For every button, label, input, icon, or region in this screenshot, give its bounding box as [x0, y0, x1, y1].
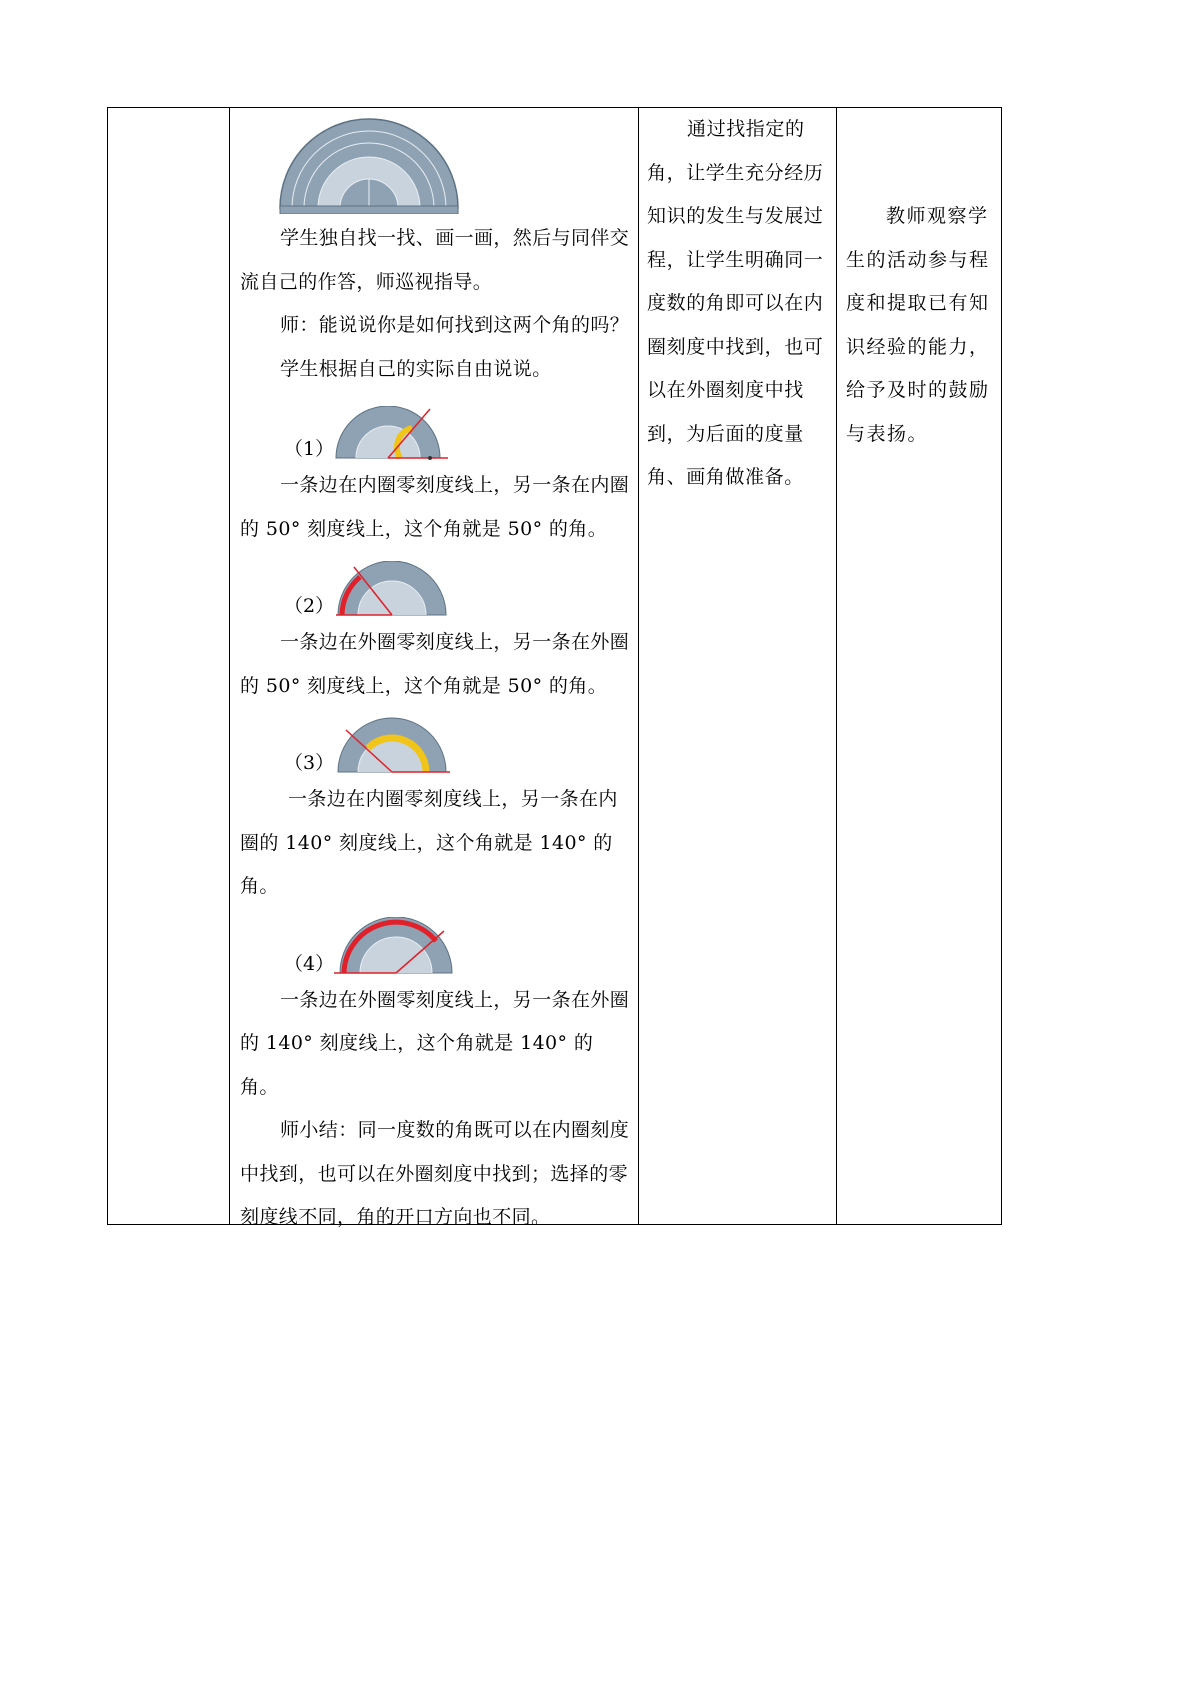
protractor-figure-2: [332, 561, 452, 621]
activity-paragraph-6: 一条边在内圈零刻度线上，另一条在内圈的 140° 刻度线上，这个角就是 140° 的角。: [240, 788, 618, 897]
activity-paragraph-2: 师：能说说你是如何找到这两个角的吗？: [280, 314, 630, 336]
activity-paragraph-8: 师小结：同一度数的角既可以在内圈刻度中找到，也可以在外圈刻度中找到；选择的零刻度线不同，角的开口方向也不同。: [240, 1119, 630, 1228]
activity-paragraph-3: 学生根据自己的实际自由说说。: [280, 357, 552, 380]
figure-2-label: （2）: [284, 595, 335, 617]
protractor-figure-4: [332, 917, 456, 979]
column-divider-2: [638, 107, 639, 1225]
protractor-figure-1: [332, 406, 452, 464]
figure-4-label: （4）: [284, 952, 335, 975]
column-divider-1: [229, 107, 230, 1225]
assessment-text: 教师观察学生的活动参与程度和提取已有知识经验的能力，给予及时的鼓励与表扬。: [846, 205, 990, 445]
activity-paragraph-4: 一条边在内圈零刻度线上，另一条在内圈的 50° 刻度线上，这个角就是 50° 的角。: [240, 474, 630, 540]
figure-3: [240, 708, 632, 778]
intent-column: [647, 108, 831, 500]
figure-2: [240, 551, 632, 621]
protractor-figure-3: [332, 716, 452, 778]
figure-4: [240, 909, 632, 979]
figure-1: [240, 391, 632, 464]
figure-3-label: （3）: [284, 752, 335, 774]
activity-paragraph-1: 学生独自找一找、画一画，然后与同伴交流自己的作答，师巡视指导。: [240, 227, 630, 293]
protractor-image-main: [278, 112, 632, 217]
activity-column: [240, 112, 632, 1240]
activity-paragraph-7: 一条边在外圈零刻度线上，另一条在外圈的 140° 刻度线上，这个角就是 140° 的角。: [240, 988, 630, 1098]
figure-1-label: （1）: [284, 438, 335, 460]
column-divider-3: [836, 107, 837, 1225]
activity-paragraph-5: 一条边在外圈零刻度线上，另一条在外圈的 50° 刻度线上，这个角就是 50° 的角。: [240, 631, 630, 697]
intent-text: 通过找指定的角，让学生充分经历知识的发生与发展过程，让学生明确同一度数的角即可以在内圈刻度中找到，也可以在外圈刻度中找到，为后面的度量角、画角做准备。: [647, 118, 824, 488]
assessment-column: [846, 195, 996, 456]
